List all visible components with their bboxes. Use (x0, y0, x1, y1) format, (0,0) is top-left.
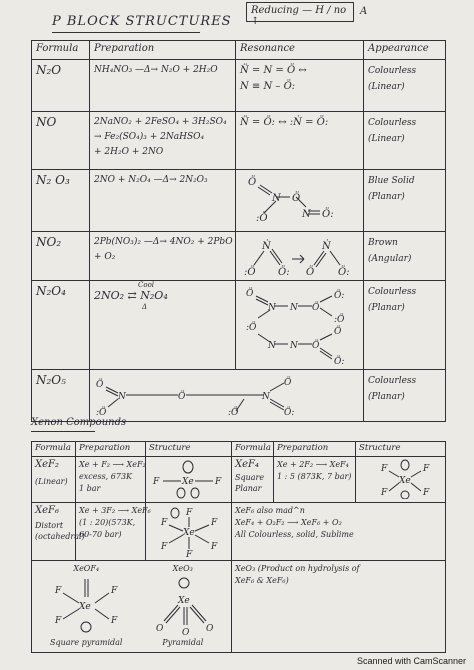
appearance-cell (364, 60, 446, 112)
formula-cell (232, 457, 274, 503)
svg-text::Ö: :Ö (256, 213, 268, 224)
svg-text::Ö: :Ö (334, 315, 345, 325)
resonance-cell (236, 281, 364, 370)
prep-line-wrap (94, 281, 231, 311)
svg-text:F: F (153, 477, 160, 487)
prep-line: Xe + 3F₂ ⟶ XeF₆ (79, 506, 151, 515)
xenon-table (31, 441, 446, 653)
col-header-preparation: Preparation (90, 41, 236, 60)
svg-text:Ö: Ö (178, 392, 186, 402)
appearance-cell (364, 112, 446, 170)
note-line: XeF₆ & XeF₆) (235, 576, 289, 585)
svg-text:Ö: Ö (292, 193, 301, 204)
resonance-line: N ≡ N – Ö: (240, 81, 296, 92)
col-header-structure: Structure (146, 442, 232, 457)
prep-line: 1 : 5 (873K, 7 bar) (277, 472, 352, 481)
svg-text:F: F (215, 477, 222, 487)
svg-text:Ö: Ö (96, 380, 104, 390)
shape-text: (Planar) (368, 192, 405, 202)
shape-text: Square (235, 473, 265, 482)
table-row (32, 561, 446, 653)
formula-cell (32, 457, 76, 503)
col-header-preparation-2: Preparation (274, 442, 356, 457)
xef6-structure (149, 505, 229, 557)
svg-text:F: F (211, 542, 218, 552)
prep-line: 2NaNO₂ + 2FeSO₄ + 3H₂SO₄ (94, 117, 227, 127)
col-header-structure-2: Structure (356, 442, 446, 457)
svg-text:N: N (118, 392, 126, 402)
preparation-cell (90, 60, 236, 112)
prep-line: 2NO + N₂O₄ —Δ→ 2N₂O₃ (94, 175, 208, 185)
n2o3-structure (240, 173, 358, 227)
formula-cell: N₂ O₃ (32, 170, 90, 232)
col-header-preparation: Preparation (76, 442, 146, 457)
note-line: XeF₆ also mad^n (235, 506, 305, 515)
svg-text:F: F (211, 518, 218, 528)
shape-text: (octahedral) (35, 532, 85, 541)
svg-text::Ö: :Ö (96, 408, 107, 417)
shape-text: (Linear) (35, 477, 68, 486)
formula-cell: NO₂ (32, 232, 90, 281)
prep-line: (1 : 20)(573K, (79, 518, 136, 527)
svg-text:Xe: Xe (182, 477, 194, 487)
structure-pair (35, 563, 228, 648)
svg-text:Xe: Xe (79, 602, 91, 612)
formula-text: XeF₄ (235, 459, 259, 470)
svg-text:F: F (186, 508, 193, 518)
xeof4-structure (45, 575, 127, 637)
appearance-cell (364, 370, 446, 422)
table-row (32, 112, 446, 170)
shape-text: (Planar) (368, 392, 405, 402)
svg-text:Ö:: Ö: (322, 209, 334, 220)
svg-text:F: F (111, 586, 118, 596)
svg-text:Ö: Ö (248, 177, 257, 188)
svg-text:Ö:: Ö: (338, 267, 350, 277)
pblock-table (31, 40, 446, 422)
structure-cell (356, 457, 446, 503)
camscanner-stamp: Scanned with CamScanner (356, 656, 466, 666)
svg-text:F: F (423, 488, 430, 498)
resonance-line: N̈ = Ö: ↔ :Ṅ = Ö: (240, 117, 329, 128)
svg-text:F: F (161, 518, 168, 528)
shape-text: (Linear) (368, 134, 405, 144)
formula-cell: N₂O (32, 60, 90, 112)
preparation-cell (76, 503, 151, 561)
table-row (32, 60, 446, 112)
appearance-text: Colourless (368, 118, 417, 128)
xef4-structure (359, 459, 443, 499)
note-box: Reducing — H / no ↑ (246, 2, 354, 22)
appearance-cell (364, 232, 446, 281)
prep-line: NH₄NO₃ —Δ→ N₂O + 2H₂O (94, 65, 218, 75)
preparation-cell (90, 232, 236, 281)
svg-text:F: F (111, 616, 118, 626)
table-row (32, 232, 446, 281)
table-row (32, 170, 446, 232)
no2-structure (240, 235, 358, 277)
formula-cell (32, 503, 85, 561)
preparation-cell (90, 112, 236, 170)
arrow-label-top: Cool (138, 281, 155, 289)
svg-text:F: F (55, 586, 62, 596)
preparation-cell (90, 170, 236, 232)
svg-text:N: N (302, 209, 311, 220)
col-header-formula-2: Formula (232, 442, 274, 457)
table-row (32, 457, 446, 503)
svg-text:Ö:: Ö: (334, 357, 345, 366)
prep-line: Xe + F₂ ⟶ XeF₂ (79, 460, 146, 469)
resonance-cell (236, 112, 364, 170)
svg-text:Xe: Xe (177, 596, 190, 606)
appearance-cell (364, 170, 446, 232)
preparation-cell (274, 457, 356, 503)
preparation-cell (76, 457, 146, 503)
svg-text:Ö: Ö (312, 341, 320, 351)
resonance-cell (90, 370, 364, 422)
svg-text:Ö: Ö (334, 327, 342, 337)
svg-text::Ö: :Ö (244, 267, 256, 277)
prep-line: 60-70 bar) (79, 530, 122, 539)
shape-text: (Planar) (368, 303, 405, 313)
xef6-note-cell (232, 503, 446, 561)
svg-text:Ö:: Ö: (278, 267, 290, 277)
svg-text:F: F (186, 550, 193, 557)
prep-line: 1 bar (79, 484, 101, 493)
prep-line: 2Pb(NO₃)₂ —Δ→ 4NO₂ + 2PbO (94, 237, 233, 247)
svg-text:Ö: Ö (284, 378, 292, 388)
svg-text:Xe: Xe (399, 476, 411, 486)
note-arrow: A (360, 6, 368, 17)
svg-text:Ṅ: Ṅ (262, 241, 271, 252)
svg-text:Ö: Ö (246, 289, 254, 299)
structure-cell (146, 503, 232, 561)
svg-text:F: F (423, 464, 430, 474)
svg-text:Ö: Ö (306, 267, 315, 277)
resonance-cell (236, 232, 364, 281)
title-underline (52, 32, 200, 33)
preparation-cell (90, 281, 236, 370)
formula-text: XeF₂ (35, 459, 59, 470)
svg-text:F: F (381, 464, 388, 474)
col-header-appearance: Appearance (364, 41, 446, 60)
appearance-text: Colourless (368, 66, 417, 76)
xeof4-block (45, 563, 127, 648)
svg-text:F: F (55, 616, 62, 626)
shape-text: Distort (35, 521, 64, 530)
svg-text:N: N (290, 341, 298, 351)
col-header-formula: Formula (32, 41, 90, 60)
resonance-line: N̈ = N = Ö ↔ (240, 65, 307, 76)
xenon-header-row (32, 442, 446, 457)
appearance-text: Colourless (368, 376, 417, 386)
svg-text:Xe: Xe (183, 528, 195, 538)
xef2-structure (149, 459, 229, 499)
formula-text: XeF₆ (35, 505, 59, 516)
svg-text:Ö:: Ö: (284, 408, 295, 417)
note-line: XeF₄ + O₂F₂ ⟶ XeF₆ + O₂ (235, 518, 342, 527)
prep-line: 2NO₂ ⇄ N₂O₄ (94, 289, 168, 302)
structure-label: XeOF₄ (73, 564, 100, 573)
shape-text: Planar (235, 484, 262, 493)
svg-text:N: N (262, 392, 270, 402)
prep-line: → Fe₂(SO₄)₃ + 2NaHSO₄ (94, 132, 205, 142)
prep-line: + O₂ (94, 252, 116, 262)
formula-cell: N₂O₄ (32, 281, 90, 370)
appearance-text: Brown (368, 238, 398, 248)
page-title: P BLOCK STRUCTURES (52, 14, 232, 29)
shape-text: Pyramidal (162, 638, 204, 647)
oxyfluoride-structures-cell (32, 561, 232, 653)
appearance-text: Blue Solid (368, 176, 415, 186)
svg-text:F: F (161, 542, 168, 552)
svg-text:Ö:: Ö: (334, 291, 345, 301)
resonance-cell (236, 60, 364, 112)
appearance-cell (364, 281, 446, 370)
resonance-cell (236, 170, 364, 232)
svg-text:N: N (290, 303, 298, 313)
svg-text:O: O (205, 624, 214, 634)
n2o4-structure (240, 284, 358, 366)
svg-text::Ö: :Ö (228, 408, 239, 417)
prep-line: + 2H₂O + 2NO (94, 147, 164, 157)
table-row (32, 370, 446, 422)
xeo3-block (148, 563, 218, 648)
svg-text:N: N (272, 193, 281, 204)
formula-cell: NO (32, 112, 90, 170)
appearance-text: Colourless (368, 287, 417, 297)
note-line: All Colourless, solid, Sublime (235, 530, 354, 539)
pblock-header-row (32, 41, 446, 60)
svg-text::Ö: :Ö (246, 323, 257, 333)
xenon-title-underline (31, 431, 95, 432)
xeo3-structure (148, 575, 218, 637)
col-header-resonance: Resonance (236, 41, 364, 60)
col-header-formula: Formula (32, 442, 76, 457)
svg-text:Ö: Ö (312, 303, 320, 313)
xenon-section-title: Xenon Compounds (31, 417, 127, 428)
structure-label: XeO₃ (172, 564, 193, 573)
svg-text:O: O (181, 628, 190, 637)
xeo3-note-cell (232, 561, 446, 653)
shape-text: (Linear) (368, 82, 405, 92)
prep-line: excess, 673K (79, 472, 133, 481)
prep-line: Xe + 2F₂ ⟶ XeF₄ (277, 460, 349, 469)
shape-text: Square pyramidal (50, 638, 123, 647)
arrow-label-bottom: Δ (142, 303, 148, 311)
svg-text:O: O (155, 624, 164, 634)
formula-cell: N₂O₅ (32, 370, 90, 422)
svg-text:N: N (268, 303, 276, 313)
svg-text:F: F (381, 488, 388, 498)
table-row (32, 281, 446, 370)
structure-cell (146, 457, 232, 503)
table-row (32, 503, 446, 561)
svg-text:Ṅ: Ṅ (322, 241, 331, 252)
shape-text: (Angular) (368, 254, 412, 264)
svg-text:N: N (268, 341, 276, 351)
note-line: XeO₃ (Product on hydrolysis of (235, 564, 360, 573)
n2o5-structure (94, 373, 356, 417)
